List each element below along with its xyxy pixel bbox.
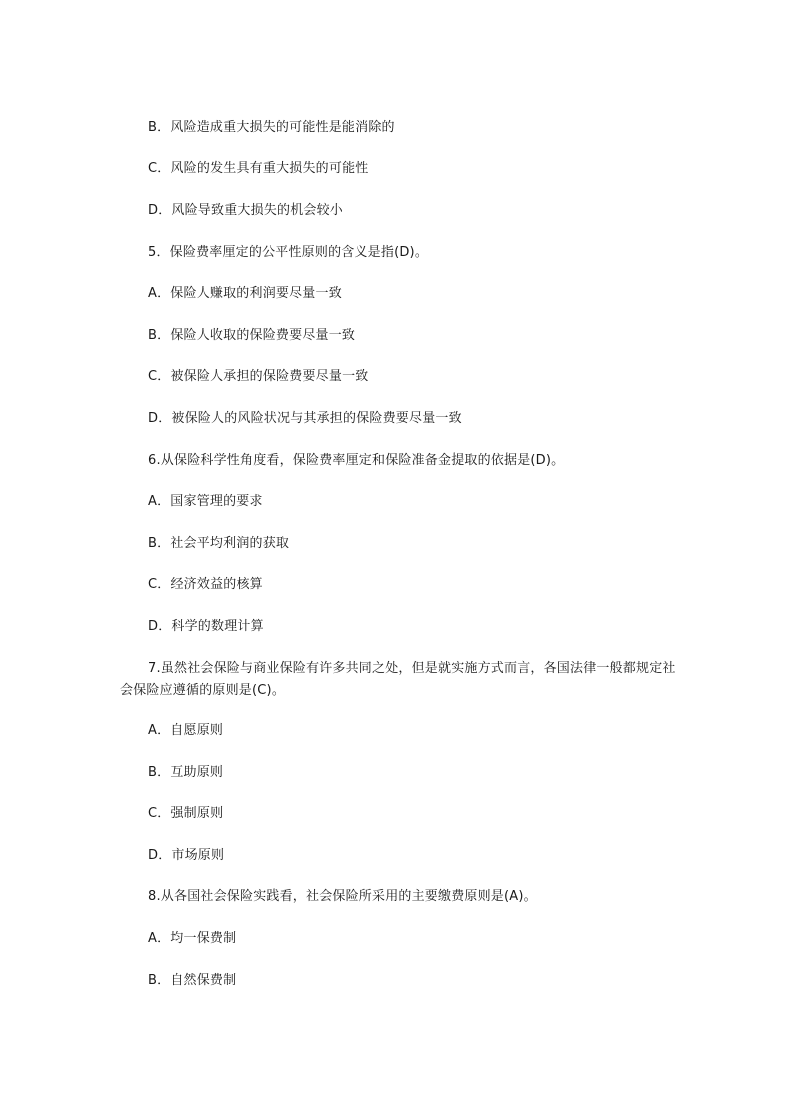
question-7: 7.虽然社会保险与商业保险有许多共同之处，但是就实施方式而言，各国法律一般都规定社会保险应遵循的原则是(C)。 (120, 661, 676, 698)
option-a-q5: A．保险人赚取的利润要尽量一致 (148, 286, 342, 301)
option-b-q4: B．风险造成重大损失的可能性是能消除的 (148, 120, 395, 135)
option-b-q6: B．社会平均利润的获取 (148, 536, 290, 551)
option-c-q4: C．风险的发生具有重大损失的可能性 (148, 161, 369, 176)
option-d-q4: D．风险导致重大损失的机会较小 (148, 203, 344, 218)
question-8: 8.从各国社会保险实践看，社会保险所采用的主要缴费原则是(A)。 (148, 889, 537, 904)
option-c-q5: C．被保险人承担的保险费要尽量一致 (148, 369, 369, 384)
option-b-q8: B．自然保费制 (148, 973, 237, 988)
option-a-q8: A．均一保费制 (148, 931, 237, 946)
option-a-q6: A．国家管理的要求 (148, 494, 263, 509)
option-c-q7: C．强制原则 (148, 806, 224, 821)
option-c-q6: C．经济效益的核算 (148, 577, 263, 592)
option-d-q5: D．被保险人的风险状况与其承担的保险费要尽量一致 (148, 411, 462, 426)
option-a-q7: A．自愿原则 (148, 723, 224, 738)
option-b-q5: B．保险人收取的保险费要尽量一致 (148, 328, 356, 343)
option-d-q7: D．市场原则 (148, 848, 225, 863)
question-5: 5．保险费率厘定的公平性原则的含义是指(D)。 (148, 245, 429, 260)
option-b-q7: B．互助原则 (148, 765, 224, 780)
question-6: 6.从保险科学性角度看，保险费率厘定和保险准备金提取的依据是(D)。 (148, 453, 565, 468)
option-d-q6: D．科学的数理计算 (148, 619, 264, 634)
